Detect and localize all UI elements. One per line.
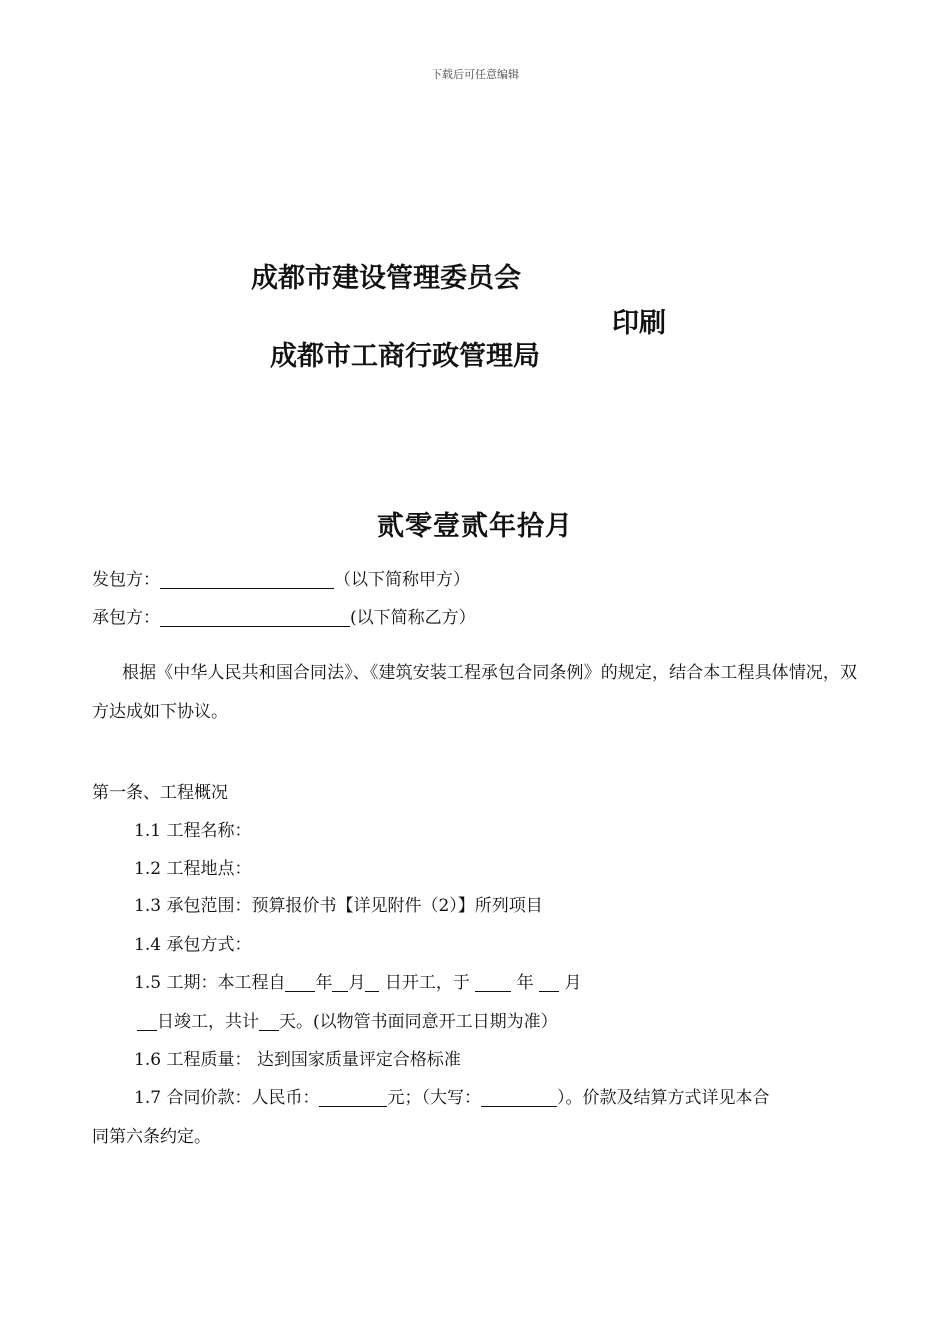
- party-a-blank[interactable]: [160, 570, 334, 589]
- item-1-7-text-a: 1.7 合同价款：人民币：: [134, 1088, 320, 1108]
- item-1-5-text-c: 月: [348, 973, 366, 993]
- item-1-7: [134, 1083, 769, 1108]
- article-1-heading: 第一条、工程概况: [92, 783, 228, 803]
- end-year-blank[interactable]: [475, 973, 511, 992]
- item-1-4: 1.4 承包方式：: [134, 935, 252, 955]
- item-1-6: 1.6 工程质量： 达到国家质量评定合格标准: [134, 1050, 461, 1070]
- item-1-7-continued: 同第六条约定。: [92, 1127, 211, 1147]
- item-1-5: [134, 968, 581, 993]
- total-days-blank[interactable]: [259, 1012, 279, 1031]
- start-day-blank[interactable]: [365, 973, 379, 992]
- item-1-5-continued: [137, 1007, 558, 1032]
- price-words-blank[interactable]: [481, 1088, 557, 1107]
- party-b-blank[interactable]: [160, 608, 350, 627]
- party-a-label: 发包方：: [92, 570, 160, 590]
- start-month-blank[interactable]: [332, 973, 348, 992]
- issuer-line-1: 成都市建设管理委员会: [251, 263, 521, 294]
- price-number-blank[interactable]: [319, 1088, 387, 1107]
- print-mark: 印刷: [612, 308, 666, 339]
- party-b-line: [92, 603, 476, 628]
- document-date: 贰零壹贰年拾月: [377, 511, 573, 542]
- item-1-7-text-c: ）。价款及结算方式详见本合: [556, 1088, 770, 1108]
- item-1-5-text-b: 年: [315, 973, 333, 993]
- end-day-blank[interactable]: [137, 1012, 157, 1031]
- end-month-blank[interactable]: [539, 973, 559, 992]
- item-1-5-text-h: 天。(以物管书面同意开工日期为准）: [279, 1012, 558, 1032]
- item-1-5-text-f: 月: [559, 973, 582, 993]
- party-b-suffix: (以下简称乙方）: [350, 608, 476, 628]
- item-1-7-text-b: 元；（大写：: [387, 1088, 481, 1108]
- item-1-5-text-e: 年: [511, 973, 540, 993]
- party-b-label: 承包方：: [92, 608, 160, 628]
- issuer-line-2: 成都市工商行政管理局: [270, 341, 540, 372]
- page-header-note: 下载后可任意编辑: [431, 68, 519, 81]
- item-1-3: 1.3 承包范围：预算报价书【详见附件（2）】所列项目: [134, 896, 543, 916]
- item-1-5-text-g: 日竣工，共计: [157, 1012, 259, 1032]
- item-1-5-text-a: 1.5 工期：本工程自: [134, 973, 286, 993]
- item-1-1: 1.1 工程名称：: [134, 821, 252, 841]
- item-1-5-text-d: 日开工，于: [379, 973, 476, 993]
- intro-paragraph: 根据《中华人民共和国合同法》、《建筑安装工程承包合同条例》的规定，结合本工程具体情况，双方达成如下协议。: [92, 663, 857, 722]
- start-year-blank[interactable]: [285, 973, 315, 992]
- party-a-suffix: （以下简称甲方）: [334, 570, 470, 590]
- item-1-2: 1.2 工程地点：: [134, 859, 252, 879]
- party-a-line: [92, 565, 470, 590]
